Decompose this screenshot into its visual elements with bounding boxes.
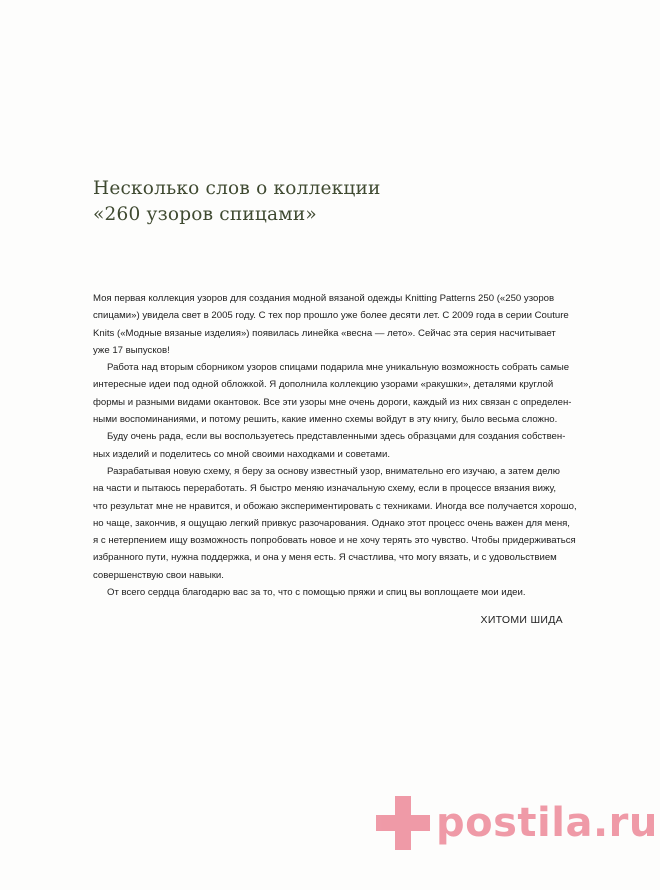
paragraph-1: [93, 290, 573, 359]
plus-icon: [376, 796, 430, 850]
paragraph-line: Буду очень рада, если вы воспользуетесь представленными здесь образцами для создания собствен-: [107, 431, 566, 443]
paragraph-line: ными воспоминаниями, и потому решить, какие именно схемы войдут в эту книгу, было весьма сложно.: [93, 414, 558, 426]
paragraph-line: спицами») увидела свет в 2005 году. С тех пор прошло уже более десяти лет. С 2009 года в серии Couture: [93, 310, 569, 322]
paragraph-line: Knits («Модные вязаные изделия») появилась линейка «весна — лето». Сейчас эта серия насчитывает: [93, 327, 556, 339]
paragraph-line: От всего сердца благодарю вас за то, что с помощью пряжи и спиц вы воплощаете мои идеи.: [107, 587, 526, 599]
paragraph-line: ных изделий и поделитесь со мной своими находками и советами.: [93, 448, 390, 460]
paragraph-2: [93, 359, 573, 428]
paragraph-line: Работа над вторым сборником узоров спицами подарила мне уникальную возможность собрать самые: [107, 362, 570, 374]
author-signature: ХИТОМИ ШИДА: [480, 614, 563, 626]
paragraph-line: но чаще, закончив, я ощущаю легкий привкус разочарования. Однако этот процесс очень важен для меня,: [93, 517, 570, 529]
paragraph-line: совершенствую свои навыки.: [93, 569, 224, 581]
paragraph-5: [93, 584, 573, 601]
paragraph-line: формы и разными видами окантовок. Все эти узоры мне очень дороги, каждый из них связан с определен-: [93, 396, 572, 408]
paragraph-line: уже 17 выпусков!: [93, 344, 170, 356]
paragraph-line: Разрабатывая новую схему, я беру за основу известный узор, внимательно его изучаю, а затем делю: [107, 465, 560, 477]
page-title: [93, 176, 573, 228]
paragraph-line: на части и пытаюсь переработать. Я быстро меняю изначальную схему, если в процессе вязания вижу,: [93, 483, 557, 495]
watermark: [376, 796, 658, 850]
watermark-text: postila.ru: [436, 800, 658, 846]
body-text: [93, 290, 577, 601]
page-title-line-1: Несколько слов о коллекции: [93, 178, 381, 199]
paragraph-line: интересные идеи под одной обложкой. Я дополнила коллекцию узорами «ракушки», деталями круглой: [93, 379, 554, 391]
paragraph-line: избранного пути, нужна поддержка, и она у меня есть. Я счастлива, что могу вязать, и с удовольствием: [93, 552, 557, 564]
paragraph-3: [93, 428, 573, 463]
paragraph-line: Моя первая коллекция узоров для создания модной вязаной одежды Knitting Patterns 250 («250 узоров: [93, 293, 555, 304]
paragraph-4: [93, 463, 577, 584]
paragraph-line: я с нетерпением ищу возможность попробовать новое и не хочу терять это чувство. Чтобы придерживаться: [93, 535, 576, 547]
page-title-line-2: «260 узоров спицами»: [93, 204, 317, 225]
paragraph-line: что результат мне не нравится, и обожаю экспериментировать с техниками. Иногда все получается хорошо,: [93, 500, 577, 512]
